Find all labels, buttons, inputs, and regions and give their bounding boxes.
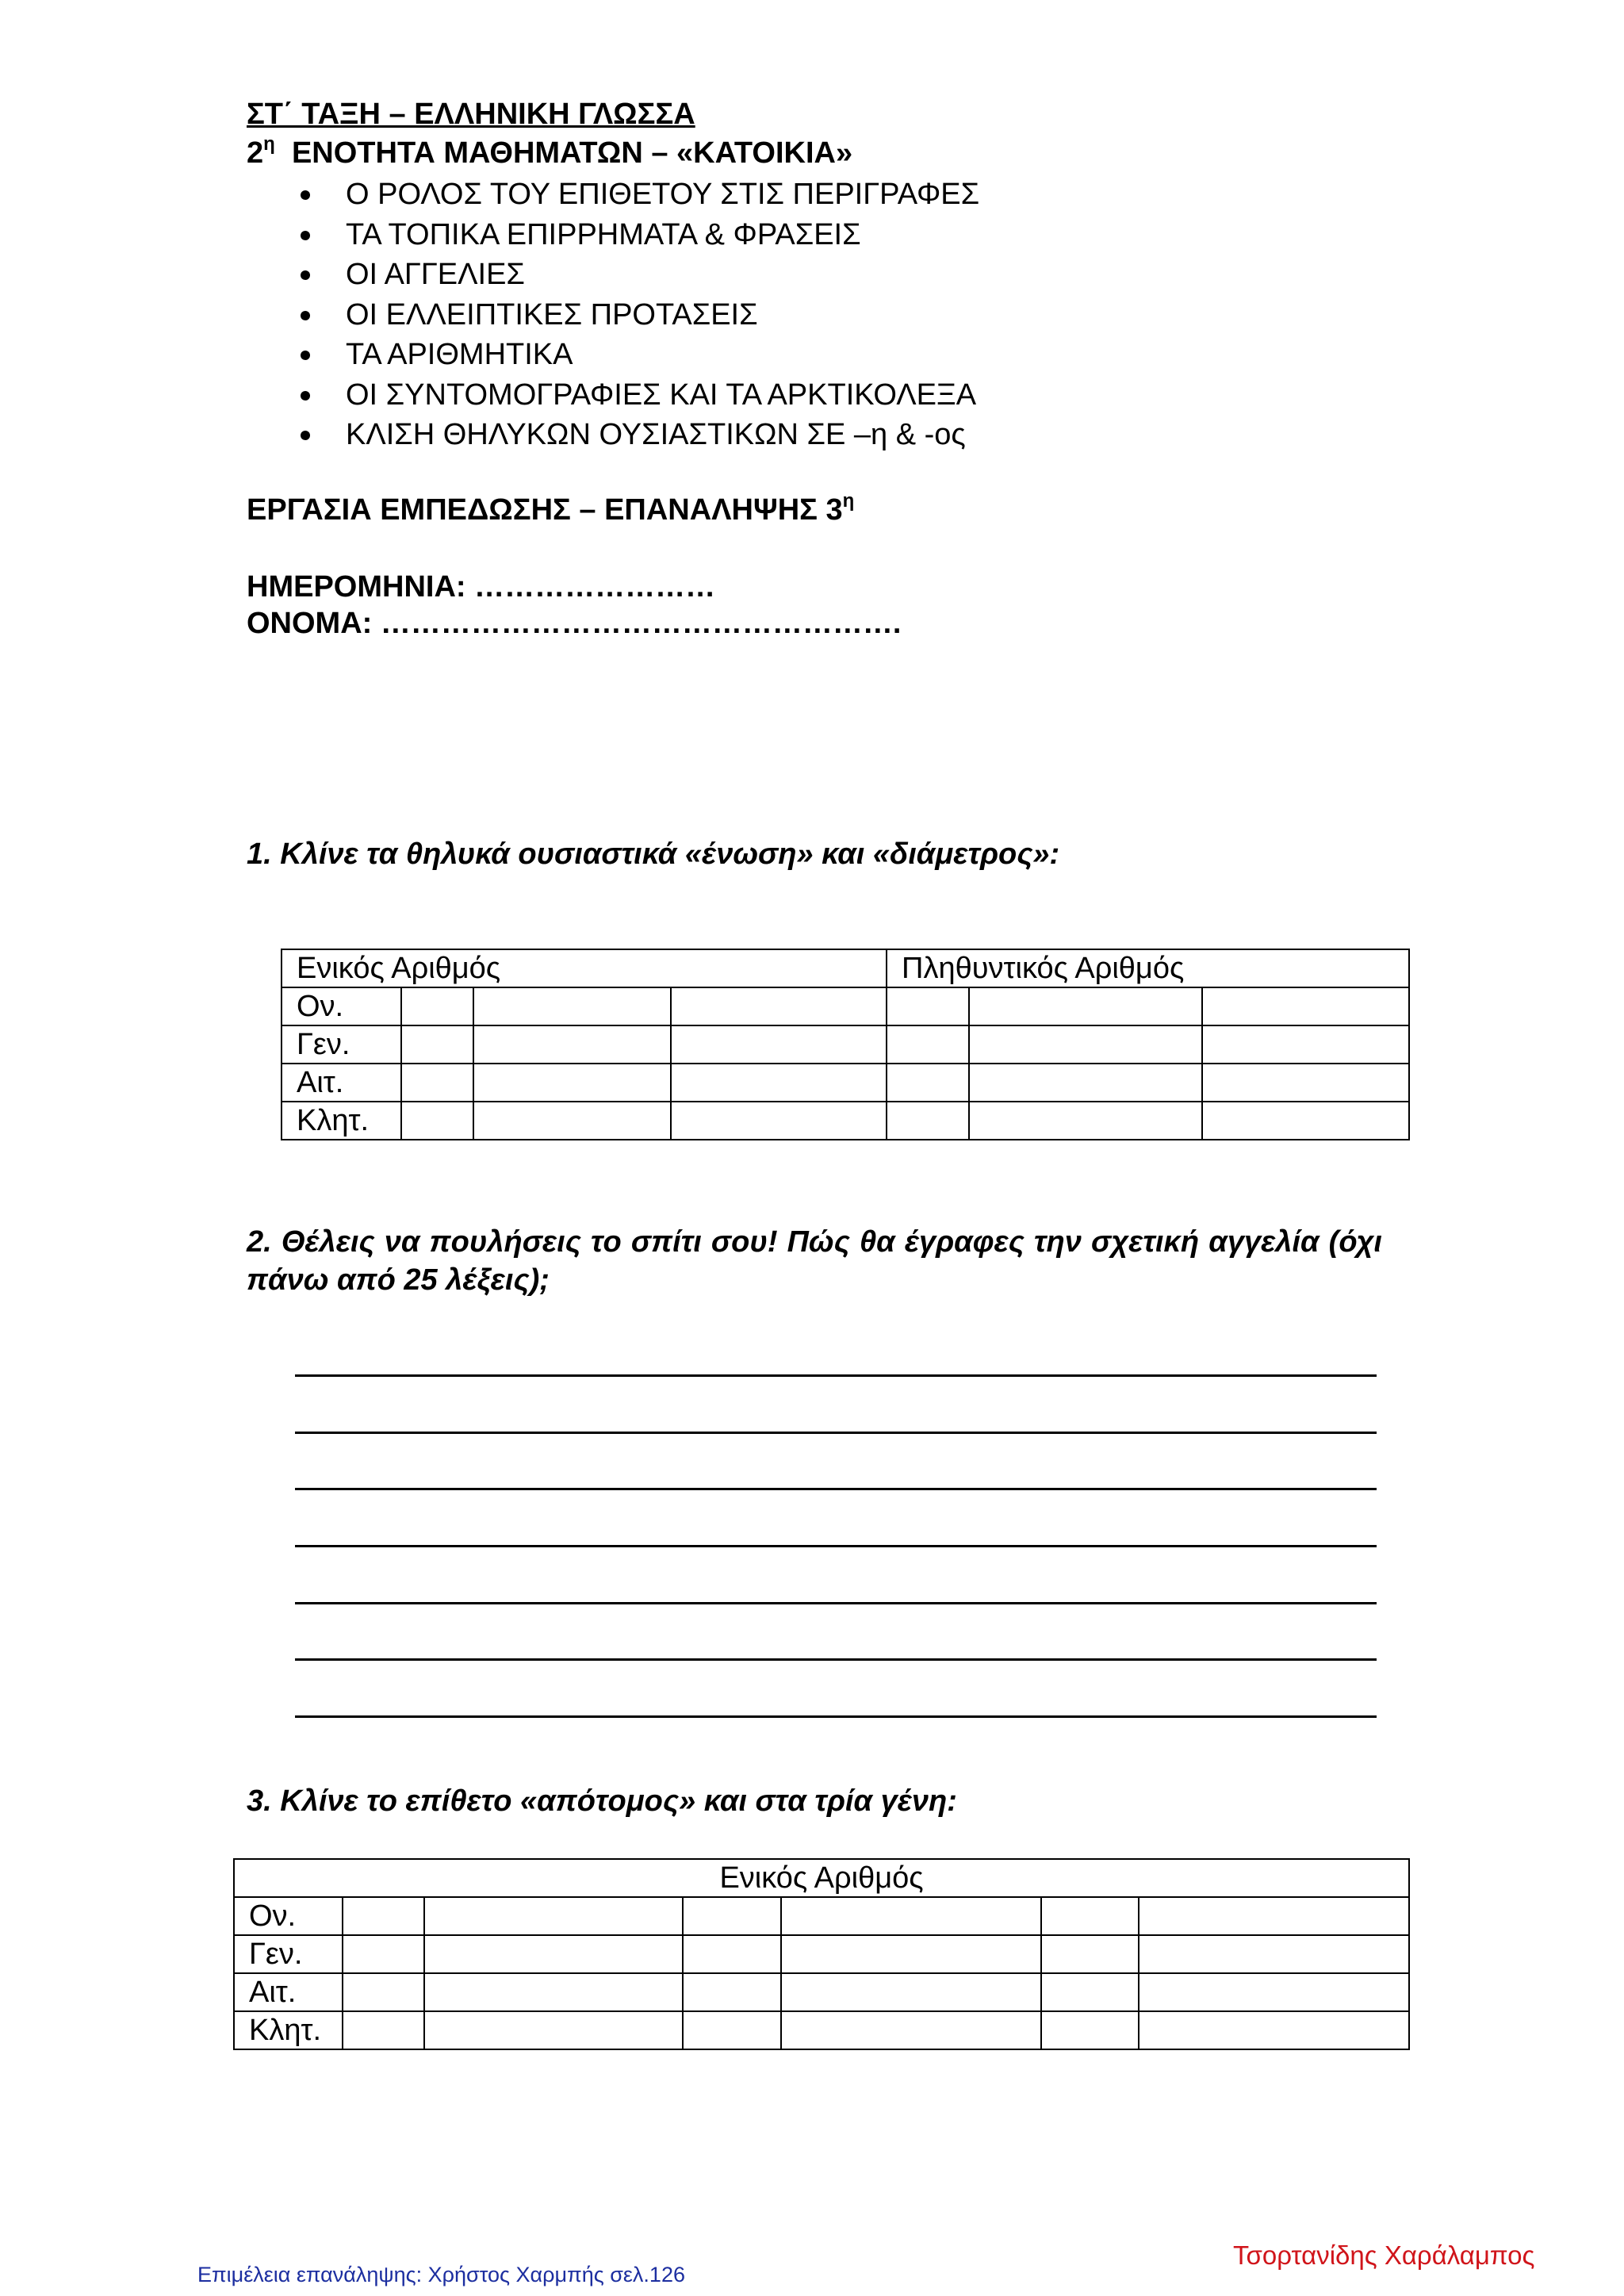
table-row [234,1973,1409,2011]
table-header-row [234,1859,1409,1897]
answer-cell[interactable] [969,1064,1202,1102]
answer-cell[interactable] [343,2011,424,2049]
answer-cell[interactable] [683,1935,781,1973]
answer-cell[interactable] [1139,2011,1409,2049]
case-label: Γεν. [282,1025,401,1064]
topic-label: ΤΑ ΑΡΙΘΜΗΤΙΚΑ [346,338,573,371]
bullet-icon [301,231,310,240]
answer-cell[interactable] [401,987,473,1025]
bullet-icon [301,431,310,440]
answer-cell[interactable] [343,1973,424,2011]
answer-cell[interactable] [1041,1973,1139,2011]
topic-item [295,255,979,295]
answer-cell[interactable] [781,1935,1041,1973]
unit-ordinal: η [263,133,275,155]
table-row [282,1025,1409,1064]
answer-cell[interactable] [1139,1935,1409,1973]
topic-item [295,174,979,215]
answer-line[interactable] [295,1374,1377,1377]
bullet-icon [301,391,310,401]
case-label: Γεν. [234,1935,343,1973]
footer-author: Τσορτανίδης Χαράλαμπος [1233,2240,1535,2270]
answer-cell[interactable] [683,1973,781,2011]
topic-item [295,215,979,255]
worksheet-title-text: ΕΡΓΑΣΙΑ ΕΜΠΕΔΩΣΗΣ – ΕΠΑΝΑΛΗΨΗΣ 3 [247,493,843,527]
answer-line[interactable] [295,1545,1377,1547]
singular-header: Ενικός Αριθμός [282,949,887,987]
answer-cell[interactable] [781,2011,1041,2049]
answer-cell[interactable] [473,1064,671,1102]
answer-cell[interactable] [887,987,969,1025]
plural-header: Πληθυντικός Αριθμός [887,949,1409,987]
answer-cell[interactable] [424,1973,683,2011]
case-label: Αιτ. [234,1973,343,2011]
footer-credit: Επιμέλεια επανάληψης: Χρήστος Χαρμπής σελ.126 [197,2263,685,2286]
answer-cell[interactable] [671,1025,887,1064]
answer-cell[interactable] [343,1897,424,1935]
topic-item [295,335,979,375]
answer-cell[interactable] [969,1025,1202,1064]
answer-line[interactable] [295,1488,1377,1490]
answer-line[interactable] [295,1658,1377,1661]
case-label: Αιτ. [282,1064,401,1102]
table-row [282,1102,1409,1140]
answer-cell[interactable] [473,987,671,1025]
answer-cell[interactable] [1041,1897,1139,1935]
answer-cell[interactable] [683,1897,781,1935]
answer-line[interactable] [295,1715,1377,1718]
unit-heading [247,135,852,175]
table-row [234,2011,1409,2049]
bullet-icon [301,311,310,320]
topic-label: ΚΛΙΣΗ ΘΗΛΥΚΩΝ ΟΥΣΙΑΣΤΙΚΩΝ ΣΕ –η & -ος [346,418,966,451]
worksheet-title [247,492,854,532]
topic-item [295,415,979,455]
answer-cell[interactable] [1041,2011,1139,2049]
answer-cell[interactable] [671,987,887,1025]
date-field[interactable]: ΗΜΕΡΟΜΗΝΙΑ: …………………… [247,570,716,604]
table-header-row [282,949,1409,987]
name-field[interactable]: ΟΝΟΜΑ: ……………………………………………. [247,607,902,640]
answer-cell[interactable] [1041,1935,1139,1973]
unit-title: ΕΝΟΤΗΤΑ ΜΑΘΗΜΑΤΩΝ – «ΚΑΤΟΙΚΙΑ» [291,136,853,170]
topic-label: ΤΑ ΤΟΠΙΚΑ ΕΠΙΡΡΗΜΑΤΑ & ΦΡΑΣΕΙΣ [346,217,861,251]
answer-cell[interactable] [887,1064,969,1102]
topic-label: Ο ΡΟΛΟΣ ΤΟΥ ΕΠΙΘΕΤΟΥ ΣΤΙΣ ΠΕΡΙΓΡΑΦΕΣ [346,178,980,211]
answer-cell[interactable] [781,1897,1041,1935]
case-label: Ον. [234,1897,343,1935]
answer-line[interactable] [295,1432,1377,1434]
topic-item [295,375,979,416]
answer-cell[interactable] [1202,987,1409,1025]
case-label: Ον. [282,987,401,1025]
answer-cell[interactable] [1202,1102,1409,1140]
answer-cell[interactable] [887,1102,969,1140]
question-1: 1. Κλίνε τα θηλυκά ουσιαστικά «ένωση» και «διάμετρος»: [247,838,1060,871]
answer-cell[interactable] [424,1935,683,1973]
answer-cell[interactable] [424,1897,683,1935]
question-3: 3. Κλίνε το επίθετο «απότομος» και στα τρία γένη: [247,1784,957,1818]
answer-cell[interactable] [969,987,1202,1025]
topic-label: ΟΙ ΕΛΛΕΙΠΤΙΚΕΣ ΠΡΟΤΑΣΕΙΣ [346,297,758,332]
answer-cell[interactable] [887,1025,969,1064]
page-title: ΣΤ΄ ΤΑΞΗ – ΕΛΛΗΝΙΚΗ ΓΛΩΣΣΑ [247,98,695,131]
answer-cell[interactable] [671,1102,887,1140]
question-2: 2. Θέλεις να πουλήσεις το σπίτι σου! Πώς θα έγραφες την σχετική αγγελία (όχι πάνω από 25 λέξεις); [247,1225,1382,1297]
bullet-icon [301,190,310,200]
answer-cell[interactable] [1202,1064,1409,1102]
answer-cell[interactable] [424,2011,683,2049]
answer-cell[interactable] [1202,1025,1409,1064]
unit-number: 2 [247,136,264,170]
table-row [234,1935,1409,1973]
answer-cell[interactable] [781,1973,1041,2011]
topic-label: ΟΙ ΑΓΓΕΛΙΕΣ [346,258,525,291]
topic-item [295,295,979,335]
answer-line[interactable] [295,1602,1377,1604]
singular-header: Ενικός Αριθμός [234,1859,1409,1897]
table-row [282,1064,1409,1102]
answer-cell[interactable] [1139,1897,1409,1935]
answer-cell[interactable] [473,1025,671,1064]
answer-cell[interactable] [683,2011,781,2049]
topics-list [295,174,979,455]
q3-declension-table [233,1858,1410,2050]
table-row [234,1897,1409,1935]
case-label: Κλητ. [282,1102,401,1140]
answer-cell[interactable] [671,1064,887,1102]
answer-cell[interactable] [473,1102,671,1140]
worksheet-ordinal: η [842,490,855,512]
answer-cell[interactable] [1139,1973,1409,2011]
answer-cell[interactable] [401,1064,473,1102]
bullet-icon [301,270,310,280]
case-label: Κλητ. [234,2011,343,2049]
q1-declension-table [281,949,1410,1140]
bullet-icon [301,351,310,360]
table-row [282,987,1409,1025]
answer-cell[interactable] [343,1935,424,1973]
answer-cell[interactable] [969,1102,1202,1140]
answer-cell[interactable] [401,1025,473,1064]
topic-label: ΟΙ ΣΥΝΤΟΜΟΓΡΑΦΙΕΣ ΚΑΙ ΤΑ ΑΡΚΤΙΚΟΛΕΞΑ [346,378,977,412]
answer-cell[interactable] [401,1102,473,1140]
